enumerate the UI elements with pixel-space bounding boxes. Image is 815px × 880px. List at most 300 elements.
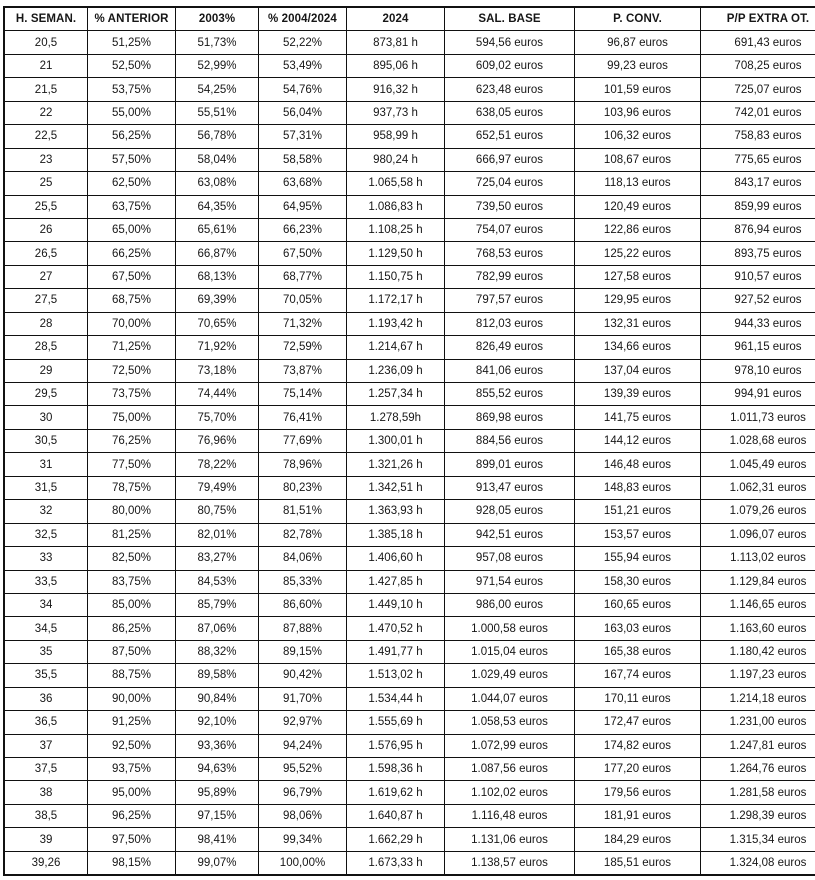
- cell-sal-base: 638,05 euros: [445, 101, 575, 124]
- cell-pp-extra-ot: 961,15 euros: [701, 336, 815, 359]
- cell-p-conv: 172,47 euros: [575, 711, 701, 734]
- cell-pp-extra-ot: 1.045,49 euros: [701, 453, 815, 476]
- cell-pct-2003: 84,53%: [176, 570, 259, 593]
- cell-2024: 1.321,26 h: [347, 453, 445, 476]
- cell-pct-2003: 68,13%: [176, 265, 259, 288]
- cell-pp-extra-ot: 1.062,31 euros: [701, 476, 815, 499]
- cell-pp-extra-ot: 1.197,23 euros: [701, 664, 815, 687]
- cell-pct-2004-2024: 91,70%: [259, 687, 347, 710]
- cell-sal-base: 594,56 euros: [445, 31, 575, 54]
- table-row: [4, 687, 815, 710]
- cell-p-conv: 155,94 euros: [575, 547, 701, 570]
- cell-pct-2004-2024: 85,33%: [259, 570, 347, 593]
- cell-pct-2003: 92,10%: [176, 711, 259, 734]
- cell-pp-extra-ot: 859,99 euros: [701, 195, 815, 218]
- table-row: [4, 31, 815, 54]
- cell-pp-extra-ot: 1.315,34 euros: [701, 828, 815, 851]
- cell-h-seman: 20,5: [4, 31, 88, 54]
- cell-pp-extra-ot: 893,75 euros: [701, 242, 815, 265]
- cell-p-conv: 108,67 euros: [575, 148, 701, 171]
- cell-h-seman: 39,26: [4, 851, 88, 875]
- cell-pct-anterior: 70,00%: [88, 312, 176, 335]
- table-row: [4, 523, 815, 546]
- cell-h-seman: 32,5: [4, 523, 88, 546]
- cell-pct-2004-2024: 81,51%: [259, 500, 347, 523]
- cell-pct-anterior: 68,75%: [88, 289, 176, 312]
- table-row: [4, 101, 815, 124]
- cell-pct-2004-2024: 92,97%: [259, 711, 347, 734]
- cell-pct-anterior: 73,75%: [88, 383, 176, 406]
- cell-pp-extra-ot: 1.129,84 euros: [701, 570, 815, 593]
- cell-p-conv: 174,82 euros: [575, 734, 701, 757]
- cell-pct-2003: 74,44%: [176, 383, 259, 406]
- table-row: [4, 336, 815, 359]
- cell-p-conv: 120,49 euros: [575, 195, 701, 218]
- cell-2024: 1.640,87 h: [347, 804, 445, 827]
- cell-h-seman: 27: [4, 265, 88, 288]
- cell-pct-anterior: 85,00%: [88, 593, 176, 616]
- table-row: [4, 500, 815, 523]
- cell-pct-anterior: 52,50%: [88, 54, 176, 77]
- cell-h-seman: 33: [4, 547, 88, 570]
- cell-2024: 980,24 h: [347, 148, 445, 171]
- cell-pp-extra-ot: 1.214,18 euros: [701, 687, 815, 710]
- cell-sal-base: 754,07 euros: [445, 218, 575, 241]
- cell-sal-base: 986,00 euros: [445, 593, 575, 616]
- table-row: [4, 54, 815, 77]
- cell-h-seman: 30: [4, 406, 88, 429]
- cell-pct-anterior: 53,75%: [88, 78, 176, 101]
- cell-pp-extra-ot: 708,25 euros: [701, 54, 815, 77]
- table-row: [4, 312, 815, 335]
- cell-sal-base: 1.029,49 euros: [445, 664, 575, 687]
- table-row: [4, 429, 815, 452]
- cell-2024: 1.278,59h: [347, 406, 445, 429]
- table-row: [4, 851, 815, 875]
- cell-pct-2003: 89,58%: [176, 664, 259, 687]
- cell-pp-extra-ot: 1.079,26 euros: [701, 500, 815, 523]
- column-header-2024: 2024: [347, 7, 445, 31]
- cell-2024: 1.129,50 h: [347, 242, 445, 265]
- cell-pct-2004-2024: 94,24%: [259, 734, 347, 757]
- column-header-h-seman: H. SEMAN.: [4, 7, 88, 31]
- cell-p-conv: 184,29 euros: [575, 828, 701, 851]
- cell-2024: 1.385,18 h: [347, 523, 445, 546]
- cell-pct-anterior: 62,50%: [88, 172, 176, 195]
- cell-2024: 1.427,85 h: [347, 570, 445, 593]
- cell-pct-2004-2024: 73,87%: [259, 359, 347, 382]
- column-header-pct-2004-2024: % 2004/2024: [259, 7, 347, 31]
- cell-h-seman: 21,5: [4, 78, 88, 101]
- cell-sal-base: 1.000,58 euros: [445, 617, 575, 640]
- table-row: [4, 476, 815, 499]
- cell-sal-base: 652,51 euros: [445, 125, 575, 148]
- cell-h-seman: 26,5: [4, 242, 88, 265]
- cell-2024: 1.662,29 h: [347, 828, 445, 851]
- cell-pct-2003: 76,96%: [176, 429, 259, 452]
- cell-pct-2003: 99,07%: [176, 851, 259, 875]
- cell-pct-anterior: 51,25%: [88, 31, 176, 54]
- cell-2024: 1.363,93 h: [347, 500, 445, 523]
- table-row: [4, 734, 815, 757]
- cell-pct-2003: 79,49%: [176, 476, 259, 499]
- cell-h-seman: 29: [4, 359, 88, 382]
- cell-pct-anterior: 98,15%: [88, 851, 176, 875]
- cell-sal-base: 957,08 euros: [445, 547, 575, 570]
- cell-sal-base: 826,49 euros: [445, 336, 575, 359]
- table-row: [4, 664, 815, 687]
- cell-2024: 1.470,52 h: [347, 617, 445, 640]
- cell-p-conv: 160,65 euros: [575, 593, 701, 616]
- cell-pct-2004-2024: 56,04%: [259, 101, 347, 124]
- cell-h-seman: 25,5: [4, 195, 88, 218]
- cell-sal-base: 725,04 euros: [445, 172, 575, 195]
- cell-2024: 1.449,10 h: [347, 593, 445, 616]
- table-row: [4, 383, 815, 406]
- cell-pct-2003: 95,89%: [176, 781, 259, 804]
- cell-p-conv: 158,30 euros: [575, 570, 701, 593]
- cell-pct-2004-2024: 100,00%: [259, 851, 347, 875]
- cell-pct-2003: 65,61%: [176, 218, 259, 241]
- cell-sal-base: 797,57 euros: [445, 289, 575, 312]
- table-row: [4, 406, 815, 429]
- cell-h-seman: 39: [4, 828, 88, 851]
- cell-pp-extra-ot: 1.180,42 euros: [701, 640, 815, 663]
- table-row: [4, 758, 815, 781]
- cell-p-conv: 139,39 euros: [575, 383, 701, 406]
- cell-pct-2004-2024: 76,41%: [259, 406, 347, 429]
- cell-h-seman: 33,5: [4, 570, 88, 593]
- cell-pct-2004-2024: 66,23%: [259, 218, 347, 241]
- cell-h-seman: 22: [4, 101, 88, 124]
- cell-p-conv: 125,22 euros: [575, 242, 701, 265]
- cell-h-seman: 23: [4, 148, 88, 171]
- cell-pct-2004-2024: 84,06%: [259, 547, 347, 570]
- cell-pct-2004-2024: 63,68%: [259, 172, 347, 195]
- cell-sal-base: 782,99 euros: [445, 265, 575, 288]
- cell-pct-2003: 51,73%: [176, 31, 259, 54]
- cell-pct-anterior: 95,00%: [88, 781, 176, 804]
- cell-pct-2003: 87,06%: [176, 617, 259, 640]
- cell-h-seman: 34: [4, 593, 88, 616]
- cell-pp-extra-ot: 691,43 euros: [701, 31, 815, 54]
- cell-2024: 1.214,67 h: [347, 336, 445, 359]
- cell-p-conv: 132,31 euros: [575, 312, 701, 335]
- cell-pct-2003: 80,75%: [176, 500, 259, 523]
- cell-p-conv: 181,91 euros: [575, 804, 701, 827]
- cell-pct-2004-2024: 86,60%: [259, 593, 347, 616]
- cell-sal-base: 841,06 euros: [445, 359, 575, 382]
- cell-pp-extra-ot: 876,94 euros: [701, 218, 815, 241]
- cell-2024: 1.598,36 h: [347, 758, 445, 781]
- cell-pct-2004-2024: 89,15%: [259, 640, 347, 663]
- cell-sal-base: 1.116,48 euros: [445, 804, 575, 827]
- cell-pct-anterior: 57,50%: [88, 148, 176, 171]
- table-row: [4, 289, 815, 312]
- cell-p-conv: 167,74 euros: [575, 664, 701, 687]
- cell-pp-extra-ot: 758,83 euros: [701, 125, 815, 148]
- cell-sal-base: 666,97 euros: [445, 148, 575, 171]
- cell-p-conv: 127,58 euros: [575, 265, 701, 288]
- cell-h-seman: 37: [4, 734, 88, 757]
- cell-h-seman: 29,5: [4, 383, 88, 406]
- cell-p-conv: 179,56 euros: [575, 781, 701, 804]
- cell-pct-2003: 73,18%: [176, 359, 259, 382]
- cell-p-conv: 106,32 euros: [575, 125, 701, 148]
- cell-2024: 1.086,83 h: [347, 195, 445, 218]
- cell-2024: 1.576,95 h: [347, 734, 445, 757]
- cell-pct-2004-2024: 99,34%: [259, 828, 347, 851]
- cell-pp-extra-ot: 1.281,58 euros: [701, 781, 815, 804]
- cell-2024: 1.555,69 h: [347, 711, 445, 734]
- cell-pct-2004-2024: 67,50%: [259, 242, 347, 265]
- cell-h-seman: 37,5: [4, 758, 88, 781]
- cell-h-seman: 34,5: [4, 617, 88, 640]
- cell-p-conv: 101,59 euros: [575, 78, 701, 101]
- cell-pct-2004-2024: 95,52%: [259, 758, 347, 781]
- cell-p-conv: 153,57 euros: [575, 523, 701, 546]
- cell-pct-2003: 98,41%: [176, 828, 259, 851]
- cell-pct-2004-2024: 54,76%: [259, 78, 347, 101]
- cell-pp-extra-ot: 1.146,65 euros: [701, 593, 815, 616]
- cell-sal-base: 812,03 euros: [445, 312, 575, 335]
- table-row: [4, 242, 815, 265]
- cell-pct-2004-2024: 52,22%: [259, 31, 347, 54]
- cell-2024: 1.172,17 h: [347, 289, 445, 312]
- cell-sal-base: 899,01 euros: [445, 453, 575, 476]
- cell-pct-2004-2024: 64,95%: [259, 195, 347, 218]
- cell-pp-extra-ot: 1.231,00 euros: [701, 711, 815, 734]
- cell-h-seman: 25: [4, 172, 88, 195]
- cell-pct-2004-2024: 87,88%: [259, 617, 347, 640]
- cell-pct-2003: 66,87%: [176, 242, 259, 265]
- cell-pct-anterior: 92,50%: [88, 734, 176, 757]
- cell-pct-2004-2024: 57,31%: [259, 125, 347, 148]
- cell-pct-2003: 55,51%: [176, 101, 259, 124]
- table-row: [4, 218, 815, 241]
- cell-pct-2004-2024: 70,05%: [259, 289, 347, 312]
- cell-h-seman: 32: [4, 500, 88, 523]
- cell-pct-anterior: 83,75%: [88, 570, 176, 593]
- cell-2024: 873,81 h: [347, 31, 445, 54]
- cell-h-seman: 22,5: [4, 125, 88, 148]
- cell-pp-extra-ot: 1.096,07 euros: [701, 523, 815, 546]
- cell-pct-2004-2024: 58,58%: [259, 148, 347, 171]
- cell-2024: 1.491,77 h: [347, 640, 445, 663]
- cell-pp-extra-ot: 994,91 euros: [701, 383, 815, 406]
- cell-pct-2004-2024: 98,06%: [259, 804, 347, 827]
- table-row: [4, 711, 815, 734]
- table-row: [4, 640, 815, 663]
- cell-pp-extra-ot: 910,57 euros: [701, 265, 815, 288]
- cell-sal-base: 623,48 euros: [445, 78, 575, 101]
- cell-pct-2004-2024: 53,49%: [259, 54, 347, 77]
- cell-p-conv: 148,83 euros: [575, 476, 701, 499]
- cell-pp-extra-ot: 843,17 euros: [701, 172, 815, 195]
- cell-pct-2004-2024: 82,78%: [259, 523, 347, 546]
- table-row: [4, 617, 815, 640]
- cell-pct-anterior: 82,50%: [88, 547, 176, 570]
- cell-p-conv: 129,95 euros: [575, 289, 701, 312]
- cell-2024: 1.342,51 h: [347, 476, 445, 499]
- cell-sal-base: 942,51 euros: [445, 523, 575, 546]
- cell-pct-2003: 90,84%: [176, 687, 259, 710]
- cell-pct-2004-2024: 78,96%: [259, 453, 347, 476]
- cell-pp-extra-ot: 725,07 euros: [701, 78, 815, 101]
- cell-2024: 1.108,25 h: [347, 218, 445, 241]
- cell-pct-2003: 56,78%: [176, 125, 259, 148]
- cell-2024: 1.619,62 h: [347, 781, 445, 804]
- cell-pct-anterior: 55,00%: [88, 101, 176, 124]
- cell-h-seman: 28,5: [4, 336, 88, 359]
- table-row: [4, 148, 815, 171]
- table-body: [4, 31, 815, 875]
- cell-pct-anterior: 88,75%: [88, 664, 176, 687]
- cell-pct-anterior: 76,25%: [88, 429, 176, 452]
- header-row: [4, 7, 815, 31]
- cell-pct-anterior: 80,00%: [88, 500, 176, 523]
- cell-pct-2004-2024: 68,77%: [259, 265, 347, 288]
- cell-pct-anterior: 97,50%: [88, 828, 176, 851]
- cell-2024: 1.236,09 h: [347, 359, 445, 382]
- column-header-pp-extra-ot: P/P EXTRA OT.: [701, 7, 815, 31]
- cell-pct-2003: 94,63%: [176, 758, 259, 781]
- cell-pct-2004-2024: 72,59%: [259, 336, 347, 359]
- cell-sal-base: 869,98 euros: [445, 406, 575, 429]
- cell-sal-base: 1.044,07 euros: [445, 687, 575, 710]
- cell-pct-2003: 75,70%: [176, 406, 259, 429]
- cell-p-conv: 165,38 euros: [575, 640, 701, 663]
- cell-h-seman: 31,5: [4, 476, 88, 499]
- cell-h-seman: 31: [4, 453, 88, 476]
- cell-pct-anterior: 90,00%: [88, 687, 176, 710]
- cell-p-conv: 146,48 euros: [575, 453, 701, 476]
- cell-sal-base: 768,53 euros: [445, 242, 575, 265]
- cell-sal-base: 1.058,53 euros: [445, 711, 575, 734]
- table-row: [4, 195, 815, 218]
- cell-pp-extra-ot: 1.028,68 euros: [701, 429, 815, 452]
- cell-2024: 1.406,60 h: [347, 547, 445, 570]
- cell-sal-base: 609,02 euros: [445, 54, 575, 77]
- salary-scale-table: [3, 6, 815, 876]
- cell-sal-base: 971,54 euros: [445, 570, 575, 593]
- cell-2024: 1.300,01 h: [347, 429, 445, 452]
- cell-p-conv: 137,04 euros: [575, 359, 701, 382]
- cell-pct-2003: 54,25%: [176, 78, 259, 101]
- cell-pp-extra-ot: 1.324,08 euros: [701, 851, 815, 875]
- cell-p-conv: 122,86 euros: [575, 218, 701, 241]
- table-row: [4, 453, 815, 476]
- cell-pct-2003: 93,36%: [176, 734, 259, 757]
- cell-p-conv: 163,03 euros: [575, 617, 701, 640]
- cell-pp-extra-ot: 1.163,60 euros: [701, 617, 815, 640]
- cell-p-conv: 177,20 euros: [575, 758, 701, 781]
- cell-pct-2003: 71,92%: [176, 336, 259, 359]
- cell-pct-2003: 69,39%: [176, 289, 259, 312]
- cell-pct-anterior: 56,25%: [88, 125, 176, 148]
- cell-2024: 895,06 h: [347, 54, 445, 77]
- cell-pp-extra-ot: 1.298,39 euros: [701, 804, 815, 827]
- cell-p-conv: 118,13 euros: [575, 172, 701, 195]
- cell-pct-anterior: 65,00%: [88, 218, 176, 241]
- cell-sal-base: 739,50 euros: [445, 195, 575, 218]
- cell-pct-2004-2024: 71,32%: [259, 312, 347, 335]
- cell-p-conv: 99,23 euros: [575, 54, 701, 77]
- cell-p-conv: 141,75 euros: [575, 406, 701, 429]
- table-row: [4, 593, 815, 616]
- table-row: [4, 570, 815, 593]
- cell-pct-2004-2024: 77,69%: [259, 429, 347, 452]
- cell-2024: 1.193,42 h: [347, 312, 445, 335]
- cell-pct-anterior: 87,50%: [88, 640, 176, 663]
- table-row: [4, 547, 815, 570]
- cell-pct-2003: 78,22%: [176, 453, 259, 476]
- cell-2024: 937,73 h: [347, 101, 445, 124]
- cell-pct-2003: 88,32%: [176, 640, 259, 663]
- cell-2024: 1.065,58 h: [347, 172, 445, 195]
- cell-pct-2004-2024: 90,42%: [259, 664, 347, 687]
- cell-pct-anterior: 66,25%: [88, 242, 176, 265]
- cell-pct-anterior: 78,75%: [88, 476, 176, 499]
- cell-pp-extra-ot: 927,52 euros: [701, 289, 815, 312]
- cell-pct-anterior: 63,75%: [88, 195, 176, 218]
- cell-pp-extra-ot: 1.011,73 euros: [701, 406, 815, 429]
- cell-pct-2004-2024: 80,23%: [259, 476, 347, 499]
- cell-h-seman: 35: [4, 640, 88, 663]
- cell-pp-extra-ot: 1.264,76 euros: [701, 758, 815, 781]
- cell-2024: 1.534,44 h: [347, 687, 445, 710]
- cell-h-seman: 38: [4, 781, 88, 804]
- cell-pct-2003: 63,08%: [176, 172, 259, 195]
- column-header-sal-base: SAL. BASE: [445, 7, 575, 31]
- table-row: [4, 265, 815, 288]
- cell-p-conv: 144,12 euros: [575, 429, 701, 452]
- cell-p-conv: 134,66 euros: [575, 336, 701, 359]
- cell-pct-anterior: 86,25%: [88, 617, 176, 640]
- cell-sal-base: 928,05 euros: [445, 500, 575, 523]
- table-row: [4, 78, 815, 101]
- cell-sal-base: 1.138,57 euros: [445, 851, 575, 875]
- cell-pct-anterior: 67,50%: [88, 265, 176, 288]
- cell-pct-2003: 97,15%: [176, 804, 259, 827]
- cell-pct-anterior: 77,50%: [88, 453, 176, 476]
- cell-2024: 916,32 h: [347, 78, 445, 101]
- cell-sal-base: 855,52 euros: [445, 383, 575, 406]
- cell-sal-base: 1.087,56 euros: [445, 758, 575, 781]
- cell-2024: 1.673,33 h: [347, 851, 445, 875]
- cell-pct-anterior: 91,25%: [88, 711, 176, 734]
- cell-sal-base: 884,56 euros: [445, 429, 575, 452]
- column-header-pct-anterior: % ANTERIOR: [88, 7, 176, 31]
- cell-pct-anterior: 75,00%: [88, 406, 176, 429]
- column-header-pct-2003: 2003%: [176, 7, 259, 31]
- cell-pct-2003: 70,65%: [176, 312, 259, 335]
- cell-p-conv: 96,87 euros: [575, 31, 701, 54]
- cell-sal-base: 1.102,02 euros: [445, 781, 575, 804]
- cell-2024: 958,99 h: [347, 125, 445, 148]
- cell-sal-base: 1.131,06 euros: [445, 828, 575, 851]
- cell-pct-2003: 58,04%: [176, 148, 259, 171]
- cell-pp-extra-ot: 742,01 euros: [701, 101, 815, 124]
- cell-pct-anterior: 72,50%: [88, 359, 176, 382]
- cell-pct-2004-2024: 96,79%: [259, 781, 347, 804]
- cell-pct-anterior: 93,75%: [88, 758, 176, 781]
- cell-h-seman: 21: [4, 54, 88, 77]
- cell-pct-2003: 85,79%: [176, 593, 259, 616]
- cell-pct-2003: 83,27%: [176, 547, 259, 570]
- cell-h-seman: 30,5: [4, 429, 88, 452]
- column-header-p-conv: P. CONV.: [575, 7, 701, 31]
